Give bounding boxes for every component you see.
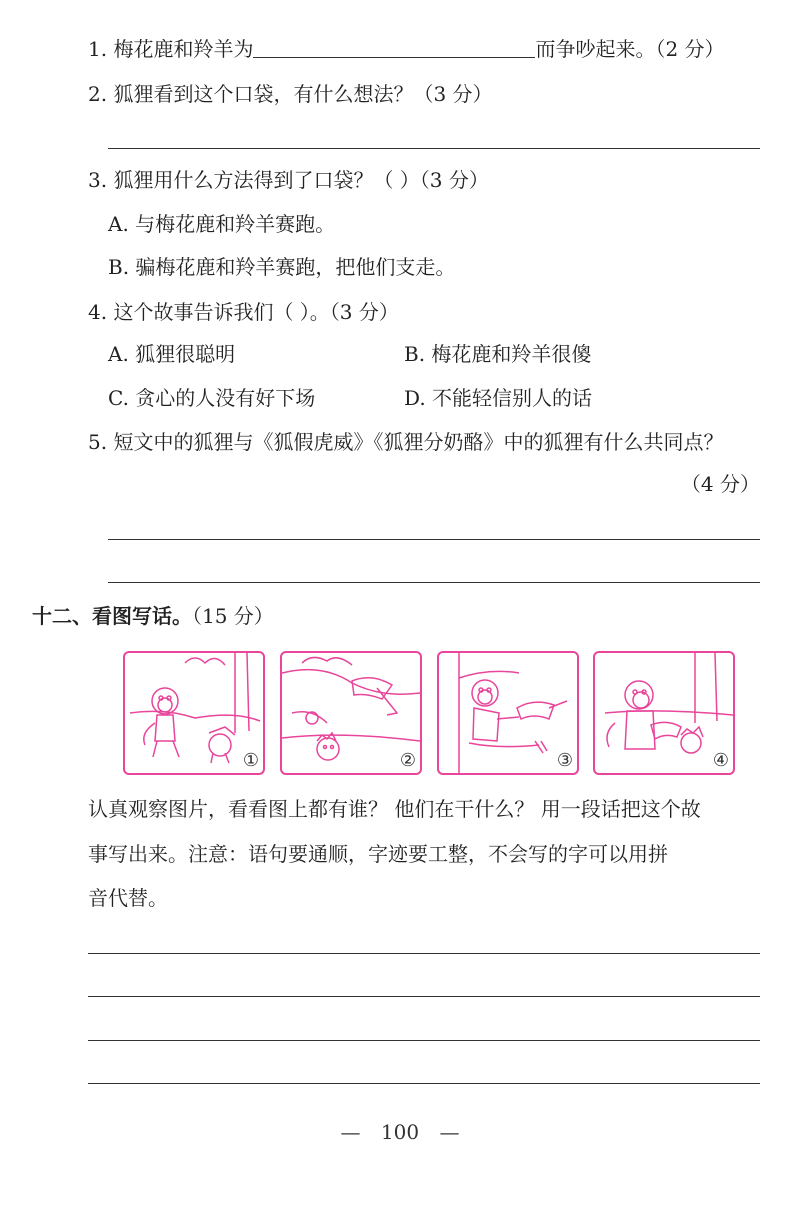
- instruction-line-2: 事写出来。注意：语句要通顺，字迹要工整，不会写的字可以用拼: [88, 842, 668, 866]
- writing-line[interactable]: [88, 996, 760, 997]
- question-4-option-a[interactable]: A. 狐狸很聪明: [108, 342, 236, 366]
- page-footer: [0, 1120, 800, 1144]
- question-1-blank[interactable]: [253, 35, 535, 58]
- question-1-suffix: 而争吵起来。（2 分）: [535, 37, 725, 61]
- writing-line[interactable]: [88, 1083, 760, 1084]
- picture-panel-1: [123, 651, 265, 775]
- question-4-option-c[interactable]: C. 贪心的人没有好下场: [108, 386, 316, 410]
- question-2: 2. 狐狸看到这个口袋，有什么想法？（3 分）: [88, 82, 493, 106]
- question-4-option-b[interactable]: B. 梅花鹿和羚羊很傻: [404, 342, 592, 366]
- question-4-option-d[interactable]: D. 不能轻信别人的话: [404, 386, 593, 410]
- question-3-option-b[interactable]: B. 骗梅花鹿和羚羊赛跑，把他们支走。: [108, 255, 456, 279]
- section-12-heading: [32, 602, 274, 630]
- footer-dash: —: [340, 1120, 361, 1144]
- panel-number: ③: [556, 750, 573, 771]
- writing-line[interactable]: [88, 1040, 760, 1041]
- page-number: 100: [380, 1120, 420, 1144]
- picture-panel-2: [280, 651, 422, 775]
- panel-number: ④: [712, 750, 729, 771]
- question-4: 4. 这个故事告诉我们（ ）。（3 分）: [88, 300, 399, 324]
- question-3-option-a[interactable]: A. 与梅花鹿和羚羊赛跑。: [108, 212, 336, 236]
- answer-line[interactable]: [108, 148, 760, 149]
- answer-line[interactable]: [108, 539, 760, 540]
- writing-line[interactable]: [88, 953, 760, 954]
- question-1-text: 1. 梅花鹿和羚羊为: [88, 37, 254, 61]
- question-5: 5. 短文中的狐狸与《狐假虎威》《狐狸分奶酪》中的狐狸有什么共同点？: [88, 430, 724, 454]
- question-1: [88, 35, 725, 63]
- footer-dash: —: [439, 1120, 460, 1144]
- instruction-line-1: 认真观察图片，看看图上都有谁？ 他们在干什么？ 用一段话把这个故: [88, 797, 701, 821]
- picture-panel-3: [437, 651, 579, 775]
- answer-line[interactable]: [108, 582, 760, 583]
- instruction-line-3: 音代替。: [88, 886, 168, 910]
- picture-panel-4: [593, 651, 735, 775]
- question-3: 3. 狐狸用什么方法得到了口袋？（ ）（3 分）: [88, 168, 489, 192]
- section-12-points: （15 分）: [192, 604, 274, 628]
- question-5-points: （4 分）: [680, 472, 760, 496]
- panel-number: ①: [242, 750, 259, 771]
- section-12-title: 十二、看图写话。: [32, 604, 192, 628]
- panel-number: ②: [399, 750, 416, 771]
